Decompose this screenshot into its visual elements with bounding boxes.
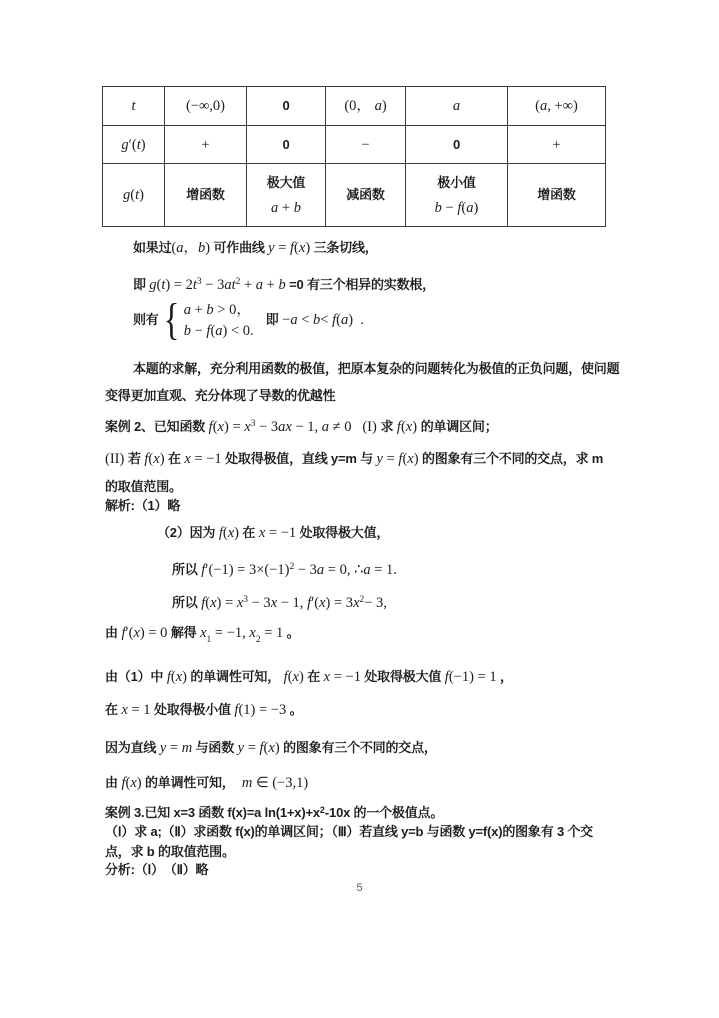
cell-line [121, 135, 145, 155]
text-segment: f [332, 312, 337, 328]
text-segment: − 3 [255, 419, 279, 435]
text-segment: ( [210, 322, 216, 339]
text-segment: − [361, 136, 370, 153]
text-segment: (−1) = 1 [448, 669, 497, 685]
text-segment: 处取得极值，直线 y=m 与 [221, 451, 373, 466]
text-segment: (II) [105, 451, 128, 467]
text-segment: f [259, 740, 264, 756]
text-segment: b [293, 199, 301, 216]
text-segment: ) [412, 419, 421, 435]
text-segment: ( [287, 669, 293, 685]
text-segment: 2 [235, 277, 241, 287]
text-segment: b [198, 240, 206, 256]
text-segment: ( [263, 740, 269, 756]
table-row [103, 126, 606, 164]
cell-line [186, 185, 224, 205]
text-segment: f [197, 595, 206, 611]
text-segment: − 1, [291, 419, 322, 435]
text-segment: =0 有三个相异的实数根， [285, 277, 435, 292]
text-segment: a [452, 98, 461, 114]
cell-line [267, 173, 305, 193]
text-segment: m [181, 740, 193, 756]
text-segment: x [270, 595, 278, 611]
text-segment: ( [535, 98, 540, 114]
text-segment: 的单调性可知， [187, 669, 281, 684]
text-segment: g [123, 187, 131, 203]
text-segment: x [268, 740, 275, 756]
text-segment: f [280, 669, 288, 685]
text-segment: at [224, 277, 236, 293]
text-segment: 处取得极大值 [360, 669, 442, 684]
text-line [105, 859, 208, 880]
text-segment: ) = 0 [139, 625, 168, 641]
cell-line [131, 96, 135, 116]
table-cell [326, 87, 406, 126]
text-segment: 增函数 [537, 187, 576, 202]
text-segment: a [271, 199, 279, 216]
text-segment: f [205, 419, 213, 435]
text-segment: f [215, 525, 223, 541]
text-segment: ) = [223, 419, 245, 435]
text-segment: 案例 3.已知 x=3 函数 f(x)=a ln(1+x)+x [105, 805, 320, 820]
text-segment: (−∞,0) [185, 98, 226, 114]
text-segment: = 1. [370, 562, 397, 578]
table-cell [326, 164, 406, 227]
text-segment: 由 [105, 775, 118, 790]
text-segment: 可作曲线 [210, 240, 269, 255]
table-cell [406, 87, 508, 126]
text-segment: ( [148, 451, 154, 467]
text-line [105, 737, 437, 759]
text-segment: x [236, 595, 244, 611]
text-segment: ) [205, 240, 211, 256]
text-line [105, 476, 182, 497]
text-segment: t [161, 277, 166, 293]
brace-system-line [133, 295, 364, 344]
text-segment: 极大值 [266, 174, 306, 190]
text-segment: 0 [452, 136, 461, 152]
text-segment: x [255, 525, 266, 541]
text-segment: 所以 [172, 562, 198, 577]
text-segment: a [316, 562, 325, 578]
text-segment: x [249, 625, 256, 641]
text-segment: f [393, 419, 401, 435]
text-segment: + [263, 277, 279, 293]
text-segment: f [206, 322, 211, 339]
text-segment: 由 [105, 625, 118, 640]
text-segment: ∈ (−3,1) [252, 775, 309, 791]
text-segment: f [441, 669, 449, 685]
table-cell [103, 126, 165, 164]
text-line [172, 590, 387, 614]
text-segment: f [163, 669, 171, 685]
brace-row [184, 321, 254, 341]
text-segment: ) [159, 451, 165, 467]
text-segment: x [210, 595, 217, 611]
text-segment: 极小值 [437, 174, 476, 190]
text-segment: = −1 [330, 669, 361, 685]
text-line [133, 237, 378, 259]
cell-line [271, 198, 301, 218]
text-segment: x [292, 669, 299, 685]
text-line [105, 448, 603, 470]
text-segment: x [244, 419, 251, 435]
text-segment: m [234, 775, 253, 791]
text-segment: x [196, 625, 207, 641]
text-segment: = [382, 451, 399, 467]
text-segment: f [117, 625, 126, 641]
text-segment: 处取得极小值 [150, 702, 231, 717]
text-segment: a [290, 312, 298, 328]
text-segment: y [268, 240, 275, 256]
text-segment: x [180, 451, 191, 467]
text-segment: = −1 [265, 525, 297, 541]
text-segment: ( [130, 187, 136, 203]
brace-conclusion [266, 310, 364, 330]
text-segment: 解析:（1）略 [105, 498, 181, 513]
text-segment: ′(−1) = 3×(−1) [205, 562, 290, 578]
text-segment: -10x 的一个极值点。 [324, 805, 444, 820]
text-segment: 与函数 [192, 740, 234, 755]
text-segment: 解得 [167, 625, 197, 640]
text-segment: ( [222, 525, 228, 541]
text-segment: ， [496, 669, 513, 684]
text-segment: ′( [125, 625, 134, 641]
table-row [103, 164, 606, 227]
text-segment: 的单调区间； [420, 419, 498, 434]
text-segment: 在 [239, 525, 256, 540]
text-segment: 因为直线 [105, 740, 157, 755]
text-segment: 在 [303, 669, 321, 684]
text-segment: t [192, 277, 197, 293]
text-segment: 2 [289, 562, 295, 572]
text-segment: − [278, 312, 291, 328]
text-line [105, 666, 513, 688]
text-segment: 则有 [133, 312, 159, 327]
text-segment: + [552, 136, 561, 153]
text-segment: = [274, 240, 290, 256]
text-segment: 若 [127, 451, 141, 466]
text-segment: x [353, 595, 360, 611]
text-segment: a [183, 301, 191, 318]
text-segment: f [140, 451, 149, 467]
text-segment: 点，求 b 的取值范围。 [105, 844, 235, 859]
text-segment: ≠ 0 [329, 419, 352, 435]
text-segment: x [405, 419, 413, 435]
text-segment: g [149, 277, 157, 293]
text-segment: 求 [380, 419, 394, 434]
brace-row [184, 300, 254, 320]
text-segment: a [466, 199, 474, 216]
text-segment: (I) [351, 419, 381, 435]
text-segment: ) [298, 669, 304, 685]
text-segment: x [319, 595, 326, 611]
text-segment: x [320, 669, 331, 685]
text-segment: ax [278, 419, 292, 435]
text-segment: 的取值范围。 [105, 479, 182, 494]
text-segment: a [176, 240, 184, 256]
text-segment: 分析:（Ⅰ） （Ⅱ）略 [105, 862, 209, 877]
text-segment: t [136, 136, 141, 153]
text-segment: ( [205, 595, 211, 611]
text-segment: > 0， [213, 301, 251, 318]
text-segment: ) [234, 525, 240, 541]
text-segment: , +∞) [547, 98, 578, 114]
text-segment: 。 [283, 625, 300, 640]
table-cell [165, 164, 247, 227]
text-segment: 由（1）中 [105, 669, 164, 684]
text-line [105, 772, 308, 794]
text-segment: ) [182, 669, 188, 685]
text-segment: 减函数 [346, 187, 385, 202]
table-cell [508, 87, 606, 126]
cell-line [346, 185, 384, 205]
text-segment: + [278, 199, 294, 216]
table-cell [247, 87, 326, 126]
text-segment: (0， [344, 98, 371, 114]
text-segment: 处取得极大值， [296, 525, 390, 540]
text-segment: ( [170, 669, 176, 685]
text-segment: − 3 [201, 277, 225, 293]
text-segment: < [320, 312, 333, 328]
text-segment: − 3 [294, 562, 317, 578]
text-segment: 案例 2、已知函数 [105, 419, 206, 434]
text-segment: = 0, ∴ [324, 562, 364, 578]
text-segment: a [255, 277, 264, 293]
text-segment: + [190, 301, 207, 318]
text-segment: 的图象有三个不同的交点，求 m [418, 451, 604, 466]
table-cell [165, 126, 247, 164]
text-segment: 3 [196, 277, 202, 287]
text-segment: = −1 [190, 451, 222, 467]
text-segment: （Ⅰ）求 a;（Ⅱ）求函数 f(x)的单调区间；（Ⅲ）若直线 y=b 与函数 y=f(x)的图象有 3 个交 [105, 824, 593, 839]
text-segment: 2 [359, 595, 365, 605]
text-segment: 增函数 [186, 187, 225, 202]
text-segment: ′( [128, 136, 137, 153]
cell-line [186, 96, 225, 116]
text-segment: f [457, 199, 462, 216]
text-segment: a [215, 322, 223, 339]
text-segment: ( [125, 775, 131, 791]
text-segment: a [363, 562, 371, 578]
cell-line [453, 96, 460, 116]
text-segment: （2）因为 [157, 525, 216, 540]
text-line [133, 358, 619, 379]
text-segment: ) [136, 775, 142, 791]
text-segment: 在 [164, 451, 181, 466]
text-segment: ) [381, 98, 387, 114]
text-segment: f [230, 702, 239, 718]
cell-line [282, 135, 289, 155]
text-segment: ′( [311, 595, 320, 611]
text-segment: a [370, 98, 382, 114]
text-segment: f [307, 595, 312, 611]
text-segment: x [407, 451, 414, 467]
text-segment: f [117, 775, 126, 791]
text-segment: a [540, 98, 548, 114]
text-segment: + [240, 277, 256, 293]
page-number: 5 [356, 882, 363, 894]
table-cell [247, 164, 326, 227]
text-segment: f [290, 240, 295, 256]
text-segment: 三条切线， [310, 240, 378, 255]
text-segment: ( [400, 419, 406, 435]
text-line [105, 622, 299, 651]
text-segment: = 1 [127, 702, 151, 718]
text-segment: = 1 [260, 625, 284, 641]
table-cell [508, 164, 606, 227]
text-segment: b [313, 312, 321, 328]
table-cell [326, 126, 406, 164]
cell-line [437, 173, 475, 193]
text-line [105, 414, 498, 438]
text-segment: − 3, [364, 595, 387, 611]
text-segment: = [244, 740, 260, 756]
text-segment: ) [473, 199, 479, 216]
table-cell [406, 126, 508, 164]
text-segment: ) [140, 136, 146, 153]
text-segment: ( [171, 240, 177, 256]
table-cell [247, 126, 326, 164]
cell-line [552, 135, 560, 155]
text-segment: 如果过 [133, 240, 172, 255]
monotonicity-table [102, 86, 606, 227]
left-brace-icon: { [163, 295, 180, 344]
text-segment: ) [413, 451, 419, 467]
cell-line [344, 96, 386, 116]
text-segment: 即 [133, 277, 150, 292]
text-segment: 1 [206, 635, 212, 645]
text-segment: 0 [282, 98, 290, 113]
text-segment: 的单调性可知， [141, 775, 235, 790]
text-segment: ) [139, 187, 144, 203]
text-segment: − [441, 199, 458, 216]
text-segment: 0 [282, 136, 290, 152]
text-segment: (1) = −3 [238, 702, 287, 718]
text-line [105, 495, 180, 516]
text-segment: ( [402, 451, 408, 467]
text-segment: 3 [250, 419, 256, 429]
table-cell [406, 164, 508, 227]
text-segment: 本题的求解，充分利用函数的极值，把原本复杂的问题转化为极值的正负问题，使问题 [133, 361, 620, 376]
cell-line [201, 135, 209, 155]
cell-line [123, 185, 144, 205]
text-segment: = −1, [211, 625, 250, 641]
text-segment: b [206, 301, 214, 318]
text-line [172, 557, 397, 581]
text-segment: + [201, 136, 210, 153]
text-segment: x [153, 451, 160, 467]
text-segment: ( [156, 277, 162, 293]
text-segment: 3 [243, 595, 248, 605]
text-segment: 2 [255, 635, 261, 645]
text-segment: f [398, 451, 403, 467]
text-segment: x [298, 240, 306, 256]
text-segment: 。 [286, 702, 303, 717]
text-segment: = [166, 740, 182, 756]
cell-line [537, 185, 575, 205]
text-segment: ) = 3 [325, 595, 354, 611]
text-segment: x [130, 775, 137, 791]
table-row [103, 87, 606, 126]
text-segment: b [278, 277, 286, 293]
text-segment: ) [274, 740, 280, 756]
cell-line [453, 135, 460, 155]
text-segment: g [121, 136, 129, 153]
text-segment: ( [461, 199, 467, 216]
text-segment: 在 [105, 702, 118, 717]
text-segment: b [434, 199, 442, 216]
text-segment: x [175, 669, 183, 685]
text-segment: x [133, 625, 140, 641]
text-segment: − [190, 322, 207, 339]
brace-rows [184, 300, 254, 341]
text-segment: ) = 2 [165, 277, 193, 293]
text-segment: x [217, 419, 224, 435]
text-segment: a [321, 419, 329, 435]
text-segment: ， [183, 240, 198, 256]
text-segment: ( [294, 240, 299, 256]
text-segment: ) . [348, 312, 364, 328]
text-line [157, 522, 389, 544]
table-cell [508, 126, 606, 164]
text-segment: t [131, 98, 136, 114]
text-line [105, 821, 593, 842]
text-segment: − 3 [248, 595, 271, 611]
text-segment: y [372, 451, 383, 467]
cell-line [435, 198, 479, 218]
table-cell [165, 87, 247, 126]
cell-line [361, 135, 369, 155]
text-segment: 的图象有三个不同的交点， [279, 740, 437, 755]
table-cell [103, 164, 165, 227]
text-segment: ( [212, 419, 218, 435]
text-segment: x [227, 525, 235, 541]
text-segment: x [117, 702, 128, 718]
text-line [133, 272, 435, 296]
cell-line [535, 96, 578, 116]
text-segment: 2 [319, 805, 325, 815]
text-segment: y [156, 740, 167, 756]
text-segment: ) < 0. [222, 322, 254, 339]
text-segment: 即 [265, 312, 279, 327]
table-cell [103, 87, 165, 126]
text-segment: a [340, 312, 349, 328]
text-line [105, 699, 302, 721]
text-segment: 变得更加直观、充分体现了导数的优越性 [105, 388, 336, 403]
text-segment: b [183, 322, 191, 339]
text-line [105, 385, 335, 406]
text-line [105, 800, 443, 823]
text-segment: y [234, 740, 245, 756]
text-segment: − 1, [277, 595, 308, 611]
text-segment: f [197, 562, 206, 578]
text-segment: ) = [216, 595, 237, 611]
text-segment: t [135, 187, 140, 203]
text-segment: < [297, 312, 313, 328]
text-segment: ) [305, 240, 311, 256]
cell-line [282, 96, 289, 116]
text-segment: 所以 [172, 595, 198, 610]
text-segment: ( [336, 312, 341, 328]
